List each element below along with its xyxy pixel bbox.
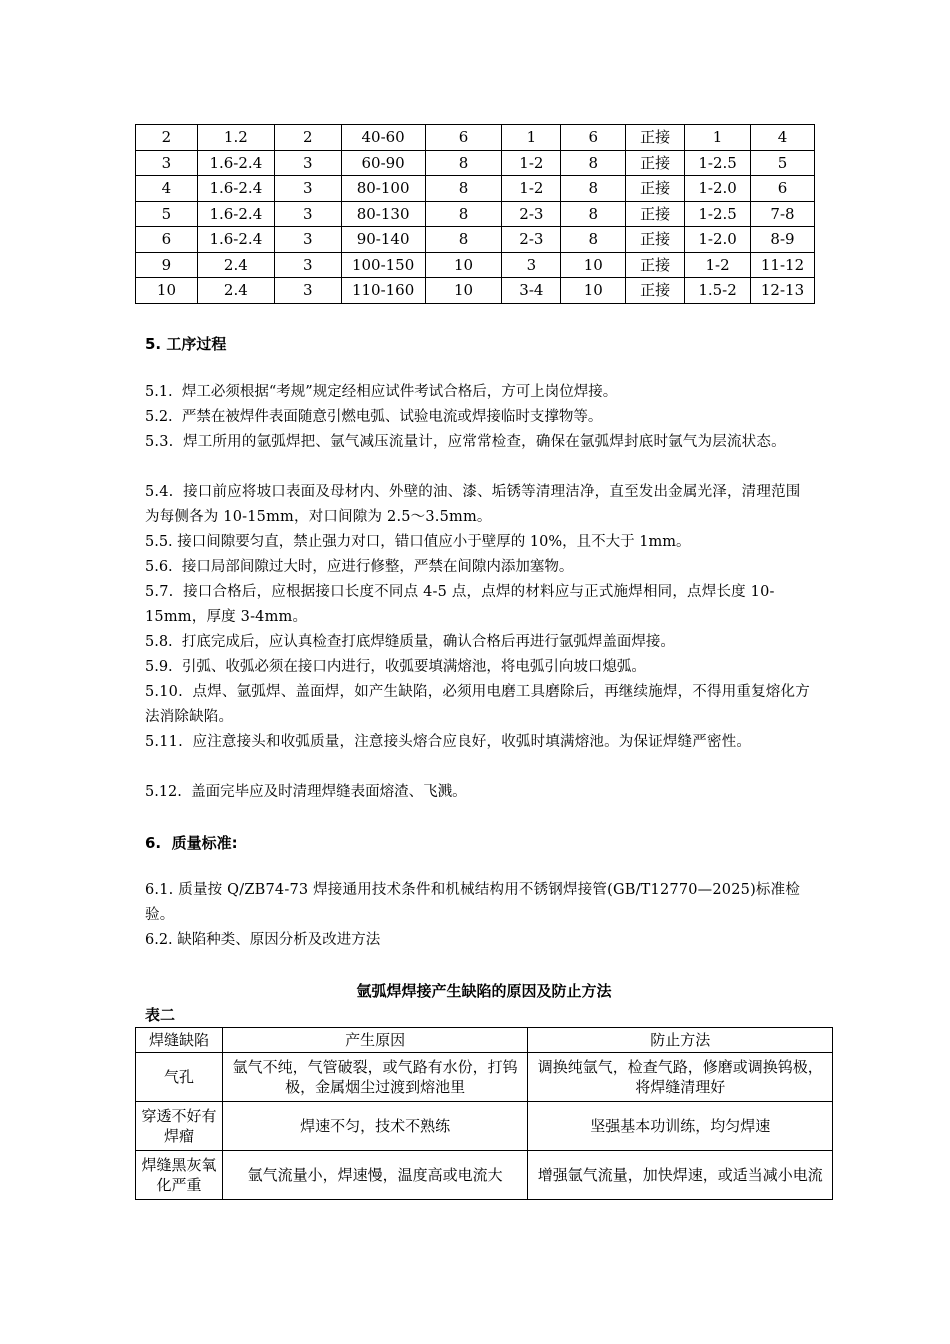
table-cell: 8 bbox=[561, 176, 626, 202]
table-cell: 5 bbox=[136, 201, 198, 227]
defect-name: 焊缝黑灰氧化严重 bbox=[136, 1151, 223, 1200]
table-cell: 6 bbox=[751, 176, 815, 202]
defect-cause: 氩气流量小，焊速慢，温度高或电流大 bbox=[222, 1151, 528, 1200]
table-cell: 90-140 bbox=[341, 227, 425, 253]
table-cell: 1.6-2.4 bbox=[197, 227, 274, 253]
welding-parameters-table bbox=[135, 124, 815, 304]
table-cell: 12-13 bbox=[751, 278, 815, 304]
table-cell: 3 bbox=[502, 252, 561, 278]
item-5-11: 5.11. 应注意接头和收弧质量，注意接头熔合应良好，收弧时填满熔池。为保证焊缝严密性。 bbox=[145, 734, 752, 750]
item-5-10: 5.10. 点焊、氩弧焊、盖面焊，如产生缺陷，必须用电磨工具磨除后，再继续施焊，不得用重复熔化方法消除缺陷。 bbox=[145, 684, 810, 725]
table-cell: 10 bbox=[136, 278, 198, 304]
table-cell: 1.6-2.4 bbox=[197, 150, 274, 176]
item-5-7: 5.7. 接口合格后，应根据接口长度不同点 4-5 点，点焊的材料应与正式施焊相同，点焊长度 10-15mm，厚度 3-4mm。 bbox=[145, 584, 775, 625]
table-row bbox=[136, 1151, 833, 1200]
item-5-12: 5.12. 盖面完毕应及时清理焊缝表面熔渣、飞溅。 bbox=[145, 784, 467, 800]
table-row bbox=[136, 176, 815, 202]
table-cell: 40-60 bbox=[341, 125, 425, 151]
table-cell: 1 bbox=[685, 125, 751, 151]
table-cell: 正接 bbox=[626, 176, 685, 202]
table-cell: 3 bbox=[136, 150, 198, 176]
table-cell: 1.6-2.4 bbox=[197, 176, 274, 202]
table-row bbox=[136, 125, 815, 151]
table-cell: 7-8 bbox=[751, 201, 815, 227]
table-cell: 正接 bbox=[626, 125, 685, 151]
table-cell: 10 bbox=[425, 278, 502, 304]
table-cell: 正接 bbox=[626, 252, 685, 278]
table-cell: 正接 bbox=[626, 150, 685, 176]
table-cell: 正接 bbox=[626, 201, 685, 227]
table-cell: 6 bbox=[425, 125, 502, 151]
table-cell: 80-130 bbox=[341, 201, 425, 227]
table-cell: 3 bbox=[274, 278, 341, 304]
table-cell: 1.6-2.4 bbox=[197, 201, 274, 227]
table-cell: 8 bbox=[425, 150, 502, 176]
table2-label: 表二 bbox=[145, 1006, 176, 1024]
defects-table bbox=[135, 1027, 833, 1200]
header-defect: 焊缝缺陷 bbox=[136, 1028, 223, 1053]
table-header-row bbox=[136, 1028, 833, 1053]
table-cell: 60-90 bbox=[341, 150, 425, 176]
table-cell: 2 bbox=[136, 125, 198, 151]
item-5-5: 5.5. 接口间隙要匀直，禁止强力对口，错口值应小于壁厚的 10%，且不大于 1mm。 bbox=[145, 534, 691, 550]
table-cell: 3 bbox=[274, 252, 341, 278]
table-row bbox=[136, 227, 815, 253]
table-row bbox=[136, 278, 815, 304]
table-cell: 8-9 bbox=[751, 227, 815, 253]
table-cell: 3 bbox=[274, 227, 341, 253]
defect-cause: 氩气不纯，气管破裂，或气路有水份，打钨极，金属烟尘过渡到熔池里 bbox=[222, 1053, 528, 1102]
table-cell: 100-150 bbox=[341, 252, 425, 278]
table-cell: 8 bbox=[425, 227, 502, 253]
item-6-1: 6.1. 质量按 Q/ZB74-73 焊接通用技术条件和机械结构用不锈钢焊接管(GB/T12770—2025)标准检验。 bbox=[145, 882, 801, 923]
table-cell: 2 bbox=[274, 125, 341, 151]
table-row bbox=[136, 252, 815, 278]
header-cause: 产生原因 bbox=[222, 1028, 528, 1053]
item-6-2: 6.2. 缺陷种类、原因分析及改进方法 bbox=[145, 932, 381, 948]
table-cell: 2.4 bbox=[197, 278, 274, 304]
table-cell: 8 bbox=[425, 176, 502, 202]
table-cell: 1-2 bbox=[502, 176, 561, 202]
table-cell: 10 bbox=[425, 252, 502, 278]
table-cell: 6 bbox=[136, 227, 198, 253]
table-cell: 2-3 bbox=[502, 201, 561, 227]
table-cell: 80-100 bbox=[341, 176, 425, 202]
table-cell: 1-2.5 bbox=[685, 150, 751, 176]
table-row bbox=[136, 201, 815, 227]
defect-cause: 焊速不匀，技术不熟练 bbox=[222, 1102, 528, 1151]
table-cell: 6 bbox=[561, 125, 626, 151]
item-5-4: 5.4. 接口前应将坡口表面及母材内、外壁的油、漆、垢锈等清理洁净，直至发出金属光泽，清理范围为每侧各为 10-15mm，对口间隙为 2.5～3.5mm。 bbox=[145, 484, 801, 525]
defect-prevention: 调换纯氩气，检查气路，修磨或调换钨极，将焊缝清理好 bbox=[528, 1053, 833, 1102]
defect-prevention: 增强氩气流量，加快焊速，或适当减小电流 bbox=[528, 1151, 833, 1200]
table-cell: 3 bbox=[274, 150, 341, 176]
table-cell: 8 bbox=[561, 227, 626, 253]
table-cell: 3 bbox=[274, 176, 341, 202]
table-cell: 8 bbox=[561, 150, 626, 176]
table-cell: 110-160 bbox=[341, 278, 425, 304]
table-cell: 2.4 bbox=[197, 252, 274, 278]
table-cell: 10 bbox=[561, 252, 626, 278]
table-cell: 4 bbox=[136, 176, 198, 202]
table-cell: 1-2.0 bbox=[685, 176, 751, 202]
item-5-3: 5.3. 焊工所用的氩弧焊把、氩气减压流量计，应常常检查，确保在氩弧焊封底时氩气为层流状态。 bbox=[145, 434, 786, 450]
table2-title: 氩弧焊焊接产生缺陷的原因及防止方法 bbox=[356, 982, 612, 1000]
table-cell: 11-12 bbox=[751, 252, 815, 278]
table-cell: 9 bbox=[136, 252, 198, 278]
table-cell: 正接 bbox=[626, 278, 685, 304]
defect-name: 气孔 bbox=[136, 1053, 223, 1102]
table-cell: 1.2 bbox=[197, 125, 274, 151]
table-cell: 1-2.5 bbox=[685, 201, 751, 227]
section-5-heading: 5. 工序过程 bbox=[145, 335, 227, 353]
table-cell: 1-2 bbox=[502, 150, 561, 176]
table-cell: 3-4 bbox=[502, 278, 561, 304]
table-cell: 正接 bbox=[626, 227, 685, 253]
table-row bbox=[136, 150, 815, 176]
table-row bbox=[136, 1053, 833, 1102]
section-6-heading: 6. 质量标准: bbox=[145, 834, 238, 852]
table-cell: 4 bbox=[751, 125, 815, 151]
item-5-2: 5.2. 严禁在被焊件表面随意引燃电弧、试验电流或焊接临时支撑物等。 bbox=[145, 409, 603, 425]
table-cell: 2-3 bbox=[502, 227, 561, 253]
table-cell: 1.5-2 bbox=[685, 278, 751, 304]
table-cell: 1 bbox=[502, 125, 561, 151]
item-5-1: 5.1. 焊工必须根据“考规”规定经相应试件考试合格后，方可上岗位焊接。 bbox=[145, 384, 618, 400]
table-row bbox=[136, 1102, 833, 1151]
table-cell: 10 bbox=[561, 278, 626, 304]
table-cell: 5 bbox=[751, 150, 815, 176]
item-5-8: 5.8. 打底完成后，应认真检查打底焊缝质量，确认合格后再进行氩弧焊盖面焊接。 bbox=[145, 634, 675, 650]
table-cell: 1-2.0 bbox=[685, 227, 751, 253]
defect-prevention: 坚强基本功训练，均匀焊速 bbox=[528, 1102, 833, 1151]
defect-name: 穿透不好有焊瘤 bbox=[136, 1102, 223, 1151]
item-5-9: 5.9. 引弧、收弧必须在接口内进行，收弧要填满熔池，将电弧引向坡口熄弧。 bbox=[145, 659, 646, 675]
header-prevention: 防止方法 bbox=[528, 1028, 833, 1053]
table-cell: 8 bbox=[425, 201, 502, 227]
table-cell: 1-2 bbox=[685, 252, 751, 278]
table-cell: 8 bbox=[561, 201, 626, 227]
table-cell: 3 bbox=[274, 201, 341, 227]
item-5-6: 5.6. 接口局部间隙过大时，应进行修整，严禁在间隙内添加塞物。 bbox=[145, 559, 574, 575]
